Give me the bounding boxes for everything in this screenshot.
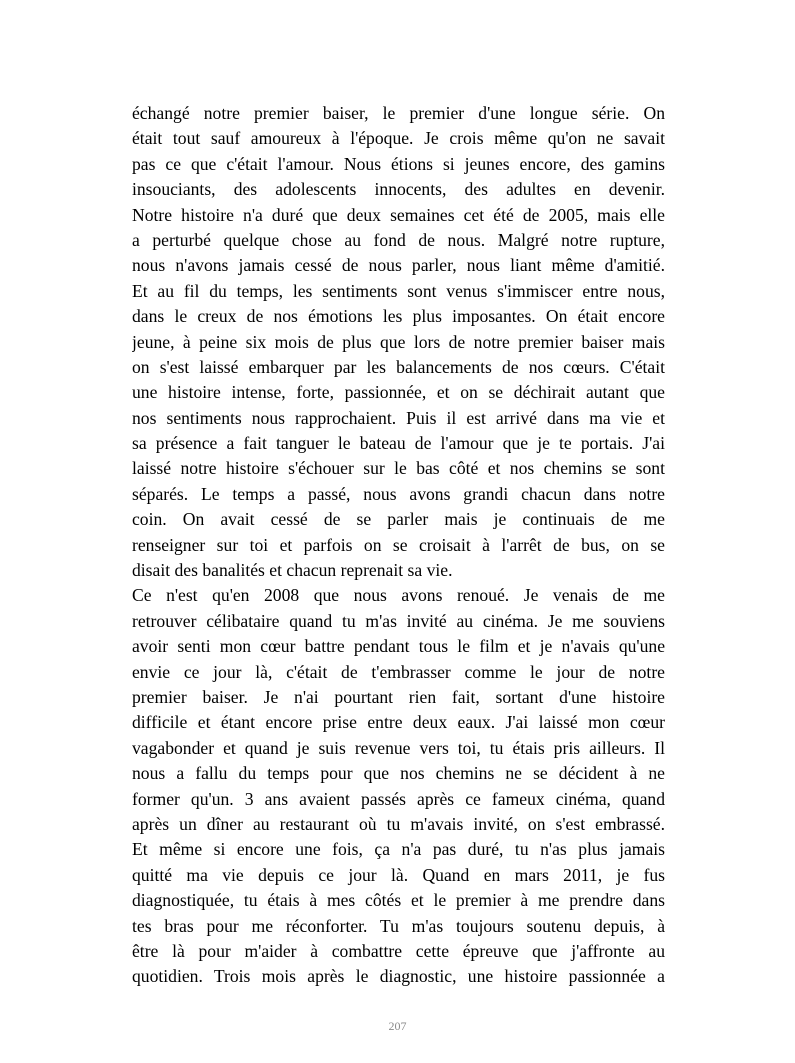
page-number: 207 bbox=[388, 1019, 407, 1033]
text-line: pas ce que c'était l'amour. Nous étions si jeunes encore, des gamins bbox=[132, 153, 665, 174]
text-line: on s'est laissé embarquer par les balancements de nos cœurs. C'était bbox=[132, 356, 665, 377]
text-line: insouciants, des adolescents innocents, des adultes en devenir. bbox=[132, 179, 665, 200]
text-line: envie ce jour là, c'était de t'embrasser comme le jour de notre bbox=[132, 661, 665, 682]
text-line: nos sentiments nous rapprochaient. Puis il est arrivé dans ma vie et bbox=[132, 407, 665, 428]
text-line: tes bras pour me réconforter. Tu m'as toujours soutenu depuis, à bbox=[132, 915, 665, 936]
text-line: une histoire intense, forte, passionnée, et on se déchirait autant que bbox=[132, 382, 665, 403]
text-line: former qu'un. 3 ans avaient passés après ce fameux cinéma, quand bbox=[132, 788, 665, 809]
text-line: dans le creux de nos émotions les plus imposantes. On était encore bbox=[132, 306, 665, 327]
text-line: renseigner sur toi et parfois on se croisait à l'arrêt de bus, on se bbox=[132, 534, 665, 555]
text-line: avoir senti mon cœur battre pendant tous le film et je n'avais qu'une bbox=[132, 636, 665, 657]
text-line: disait des banalités et chacun reprenait sa vie. bbox=[132, 560, 453, 581]
text-line: quitté ma vie depuis ce jour là. Quand en mars 2011, je fus bbox=[132, 864, 665, 885]
text-line: échangé notre premier baiser, le premier d'une longue série. On bbox=[132, 103, 665, 123]
text-line: a perturbé quelque chose au fond de nous. Malgré notre rupture, bbox=[132, 229, 665, 250]
body-text bbox=[132, 101, 665, 990]
text-line: était tout sauf amoureux à l'époque. Je crois même qu'on ne savait bbox=[132, 128, 665, 149]
text-line: quotidien. Trois mois après le diagnostic, une histoire passionnée a bbox=[132, 966, 665, 987]
text-line: être là pour m'aider à combattre cette épreuve que j'affronte au bbox=[132, 940, 665, 961]
text-line: sa présence a fait tanguer le bateau de l'amour que je te portais. J'ai bbox=[132, 433, 665, 454]
text-line: jeune, à peine six mois de plus que lors de notre premier baiser mais bbox=[132, 331, 665, 352]
text-line: Et même si encore une fois, ça n'a pas duré, tu n'as plus jamais bbox=[132, 839, 665, 860]
text-line: séparés. Le temps a passé, nous avons grandi chacun dans notre bbox=[132, 483, 665, 504]
text-line: retrouver célibataire quand tu m'as invité au cinéma. Je me souviens bbox=[132, 610, 665, 631]
text-line: vagabonder et quand je suis revenue vers toi, tu étais pris ailleurs. Il bbox=[132, 737, 665, 758]
text-line: nous n'avons jamais cessé de nous parler, nous liant même d'amitié. bbox=[132, 255, 665, 276]
text-line: difficile et étant encore prise entre deux eaux. J'ai laissé mon cœur bbox=[132, 712, 665, 733]
text-line: premier baiser. Je n'ai pourtant rien fait, sortant d'une histoire bbox=[132, 686, 665, 707]
text-line: Ce n'est qu'en 2008 que nous avons renoué. Je venais de me bbox=[132, 585, 665, 606]
paragraph bbox=[132, 101, 665, 583]
text-line: coin. On avait cessé de se parler mais je continuais de me bbox=[132, 509, 665, 530]
text-line: après un dîner au restaurant où tu m'avais invité, on s'est embrassé. bbox=[132, 813, 665, 834]
text-line: Et au fil du temps, les sentiments sont venus s'immiscer entre nous, bbox=[132, 280, 665, 301]
text-line: Notre histoire n'a duré que deux semaines cet été de 2005, mais elle bbox=[132, 204, 665, 225]
text-line: laissé notre histoire s'échouer sur le bas côté et nos chemins se sont bbox=[132, 458, 665, 479]
paragraph bbox=[132, 583, 665, 989]
text-line: nous a fallu du temps pour que nos chemins ne se décident à ne bbox=[132, 763, 665, 784]
text-line: diagnostiquée, tu étais à mes côtés et le premier à me prendre dans bbox=[132, 890, 665, 911]
